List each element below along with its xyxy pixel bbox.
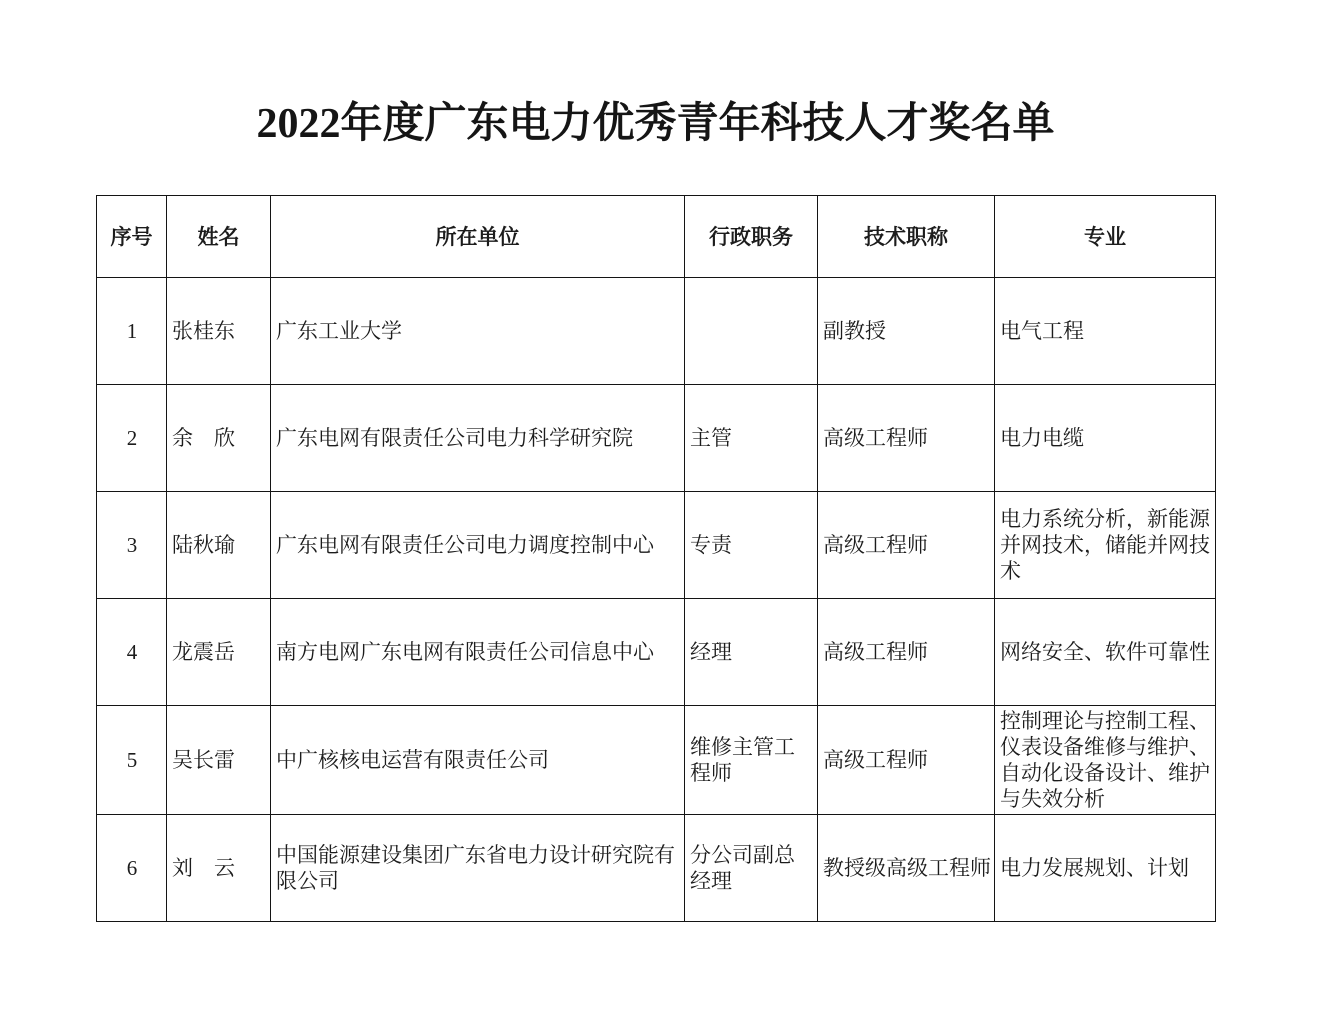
cell-unit: 中国能源建设集团广东省电力设计研究院有限公司 — [271, 815, 685, 922]
cell-admin-post: 经理 — [685, 599, 818, 706]
table-header-row — [97, 196, 1216, 278]
cell-major: 电力电缆 — [995, 385, 1216, 492]
cell-tech-title: 高级工程师 — [818, 385, 995, 492]
cell-admin-post: 维修主管工程师 — [685, 706, 818, 815]
table-row — [97, 278, 1216, 385]
table-row — [97, 815, 1216, 922]
cell-admin-post: 分公司副总经理 — [685, 815, 818, 922]
cell-unit: 中广核核电运营有限责任公司 — [271, 706, 685, 815]
cell-unit: 广东电网有限责任公司电力调度控制中心 — [271, 492, 685, 599]
table-row — [97, 492, 1216, 599]
cell-index: 5 — [97, 706, 167, 815]
cell-unit: 南方电网广东电网有限责任公司信息中心 — [271, 599, 685, 706]
cell-name: 张桂东 — [167, 278, 271, 385]
cell-name: 龙震岳 — [167, 599, 271, 706]
cell-index: 1 — [97, 278, 167, 385]
cell-major: 电气工程 — [995, 278, 1216, 385]
cell-tech-title: 高级工程师 — [818, 599, 995, 706]
page-title: 2022年度广东电力优秀青年科技人才奖名单 — [256, 101, 1055, 147]
cell-tech-title: 高级工程师 — [818, 706, 995, 815]
cell-major: 控制理论与控制工程、仪表设备维修与维护、自动化设备设计、维护与失效分析 — [995, 706, 1216, 815]
table-row — [97, 599, 1216, 706]
header-cell-name: 姓名 — [167, 196, 271, 278]
header-cell-unit: 所在单位 — [271, 196, 685, 278]
cell-unit: 广东工业大学 — [271, 278, 685, 385]
cell-index: 3 — [97, 492, 167, 599]
cell-major: 网络安全、软件可靠性 — [995, 599, 1216, 706]
header-cell-tech-title: 技术职称 — [818, 196, 995, 278]
cell-admin-post: 专责 — [685, 492, 818, 599]
header-cell-major: 专业 — [995, 196, 1216, 278]
cell-major: 电力系统分析，新能源并网技术，储能并网技术 — [995, 492, 1216, 599]
cell-unit: 广东电网有限责任公司电力科学研究院 — [271, 385, 685, 492]
table-row — [97, 706, 1216, 815]
awards-table — [96, 195, 1216, 922]
cell-major: 电力发展规划、计划 — [995, 815, 1216, 922]
cell-name: 陆秋瑜 — [167, 492, 271, 599]
cell-tech-title: 高级工程师 — [818, 492, 995, 599]
cell-index: 2 — [97, 385, 167, 492]
header-cell-admin-post: 行政职务 — [685, 196, 818, 278]
cell-name: 余 欣 — [167, 385, 271, 492]
header-cell-index: 序号 — [97, 196, 167, 278]
cell-tech-title: 教授级高级工程师 — [818, 815, 995, 922]
table-row — [97, 385, 1216, 492]
cell-name: 吴长雷 — [167, 706, 271, 815]
cell-index: 4 — [97, 599, 167, 706]
cell-tech-title: 副教授 — [818, 278, 995, 385]
cell-index: 6 — [97, 815, 167, 922]
cell-admin-post: 主管 — [685, 385, 818, 492]
cell-admin-post — [685, 278, 818, 385]
cell-name: 刘 云 — [167, 815, 271, 922]
